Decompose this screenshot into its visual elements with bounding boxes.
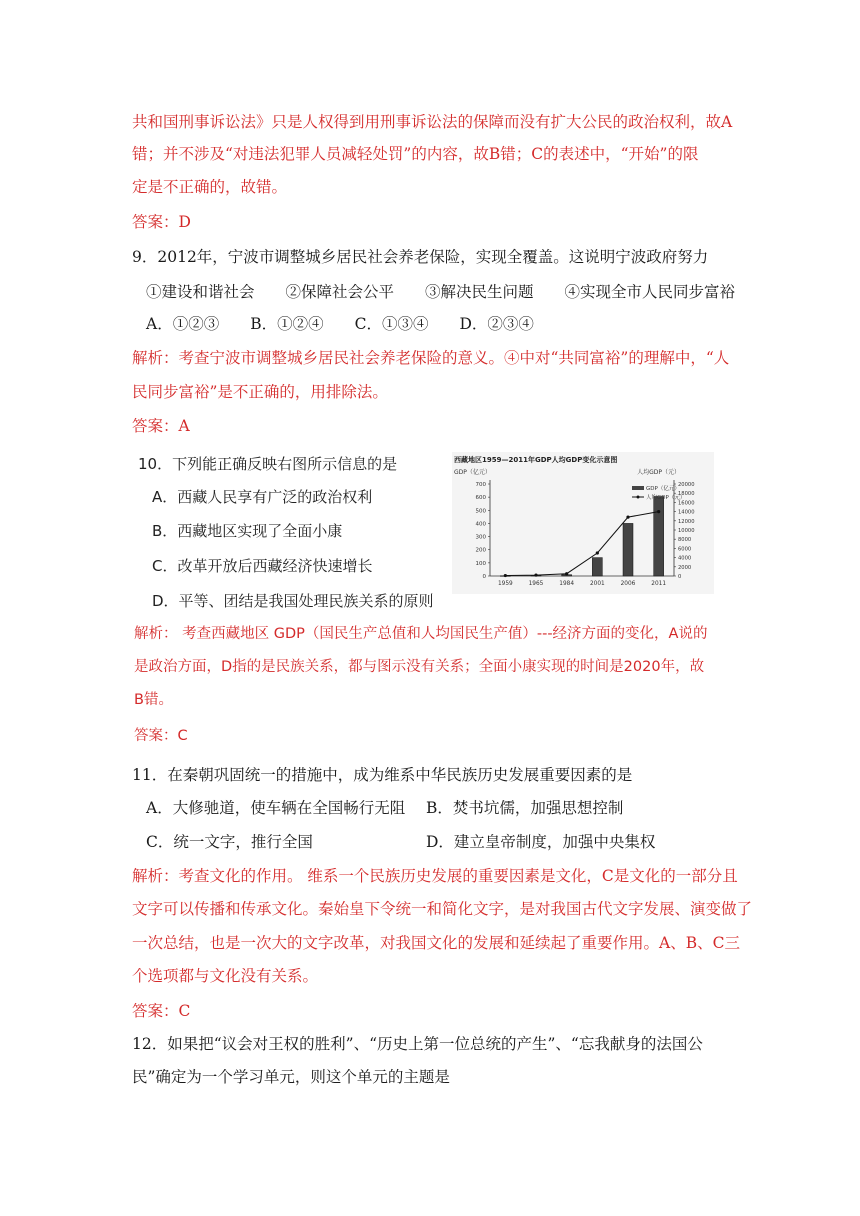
left-tick-label: 600: [475, 495, 486, 502]
question-10-option-a: A．西藏人民享有广泛的政治权利: [152, 488, 373, 506]
per-capita-gdp-point: [534, 573, 537, 576]
right-tick-label: 12000: [678, 518, 695, 525]
gdp-chart: [452, 452, 714, 594]
gdp-bar: [654, 496, 664, 576]
question-10: 10．下列能正确反映右图所示信息的是: [138, 455, 398, 473]
per-capita-gdp-point: [657, 510, 660, 513]
answer-line: 答案：D: [132, 213, 191, 231]
right-tick-label: 2000: [678, 564, 692, 571]
answer-line: 答案：C: [134, 728, 188, 744]
left-tick-label: 400: [475, 521, 486, 528]
explanation-line: 错；并不涉及“对违法犯罪人员减轻处罚”的内容，故B错；C的表述中，“开始”的限: [132, 145, 699, 163]
gdp-bar: [592, 558, 602, 576]
right-tick-label: 8000: [678, 537, 692, 544]
question-11-option-b: B．焚书坑儒，加强思想控制: [426, 799, 624, 817]
x-tick-label: 2006: [620, 581, 636, 587]
explanation-line: 解析：考查文化的作用。 维系一个民族历史发展的重要因素是文化，C是文化的一部分且: [132, 867, 738, 885]
x-tick-label: 1984: [559, 581, 575, 587]
question-11-option-a: A．大修驰道，使车辆在全国畅行无阻: [146, 799, 406, 817]
x-tick-label: 1959: [497, 581, 513, 587]
answer-line: 答案：C: [132, 1002, 191, 1020]
right-tick-label: 16000: [678, 500, 695, 507]
explanation-line: 解析：考查宁波市调整城乡居民社会养老保险的意义。④中对“共同富裕”的理解中，“人: [132, 349, 730, 367]
explanation-line: 是政治方面，D指的是民族关系，都与图示没有关系；全面小康实现的时间是2020年，故: [134, 659, 705, 675]
per-capita-gdp-point: [596, 551, 599, 554]
explanation-line: 一次总结，也是一次大的文字改革，对我国文化的发展和延续起了重要作用。A、B、C三: [132, 934, 740, 952]
left-tick-label: 700: [475, 482, 486, 488]
right-tick-label: 4000: [678, 555, 692, 562]
right-tick-label: 20000: [678, 482, 695, 488]
explanation-line: 个选项都与文化没有关系。: [132, 967, 319, 985]
question-12: 12．如果把“议会对王权的胜利”、“历史上第一位总统的产生”、“忘我献身的法国公: [132, 1035, 703, 1053]
per-capita-gdp-point: [565, 572, 568, 575]
x-tick-label: 2001: [589, 581, 605, 587]
legend-label-gdp: GDP（亿元）: [646, 486, 680, 492]
legend-swatch-gdp: [632, 486, 644, 490]
chart-title: 西藏地区1959—2011年GDP人均GDP变化示意图: [454, 456, 618, 464]
explanation-line: 共和国刑事诉讼法》只是人权得到用刑事诉讼法的保障而没有扩大公民的政治权利，故A: [132, 113, 733, 131]
explanation-line: B错。: [134, 692, 173, 708]
answer-line: 答案：A: [132, 417, 190, 435]
right-axis-label: 人均GDP（元）: [637, 469, 680, 476]
explanation-line: 解析： 考查西藏地区 GDP（国民生产总值和人均国民生产值）---经济方面的变化，A说的: [134, 626, 708, 642]
right-tick-label: 6000: [678, 546, 692, 553]
left-tick-label: 100: [475, 560, 486, 567]
left-tick-label: 500: [475, 508, 486, 515]
left-axis-label: GDP（亿元）: [454, 469, 491, 476]
question-10-option-d: D．平等、团结是我国处理民族关系的原则: [152, 592, 434, 610]
right-tick-label: 14000: [678, 509, 695, 516]
question-11-option-c: C．统一文字，推行全国: [146, 833, 313, 851]
question-9: 9．2012年，宁波市调整城乡居民社会养老保险，实现全覆盖。这说明宁波政府努力: [132, 248, 709, 266]
question-12: 民”确定为一个学习单元，则这个单元的主题是: [132, 1068, 450, 1086]
legend-label-per-capita: 人均GDP（元）: [646, 495, 686, 501]
per-capita-gdp-point: [626, 516, 629, 519]
left-tick-label: 200: [475, 547, 486, 554]
explanation-line: 文字可以传播和传承文化。秦始皇下令统一和简化文字，是对我国古代文字发展、演变做了: [132, 900, 753, 918]
question-10-option-b: B．西藏地区实现了全面小康: [152, 522, 343, 540]
question-11: 11．在秦朝巩固统一的措施中，成为维系中华民族历史发展重要因素的是: [132, 766, 633, 784]
legend-marker: [637, 496, 640, 499]
left-tick-label: 0: [482, 574, 486, 580]
x-tick-label: 2011: [651, 581, 667, 587]
right-tick-label: 18000: [678, 491, 695, 498]
question-11-option-d: D．建立皇帝制度，加强中央集权: [426, 833, 656, 851]
right-tick-label: 0: [678, 574, 682, 580]
question-10-option-c: C．改革开放后西藏经济快速增长: [152, 557, 373, 575]
right-tick-label: 10000: [678, 528, 695, 534]
per-capita-gdp-point: [504, 574, 507, 577]
x-tick-label: 1965: [528, 581, 544, 587]
left-tick-label: 300: [475, 534, 486, 541]
explanation-line: 定是不正确的，故错。: [132, 178, 288, 196]
explanation-line: 民同步富裕”是不正确的，用排除法。: [132, 383, 388, 401]
gdp-bar: [623, 523, 633, 576]
question-9-items: ①建设和谐社会 ②保障社会公平 ③解决民生问题 ④实现全市人民同步富裕: [146, 283, 736, 301]
question-9-options: A．①②③ B．①②④ C．①③④ D．②③④: [146, 315, 534, 333]
